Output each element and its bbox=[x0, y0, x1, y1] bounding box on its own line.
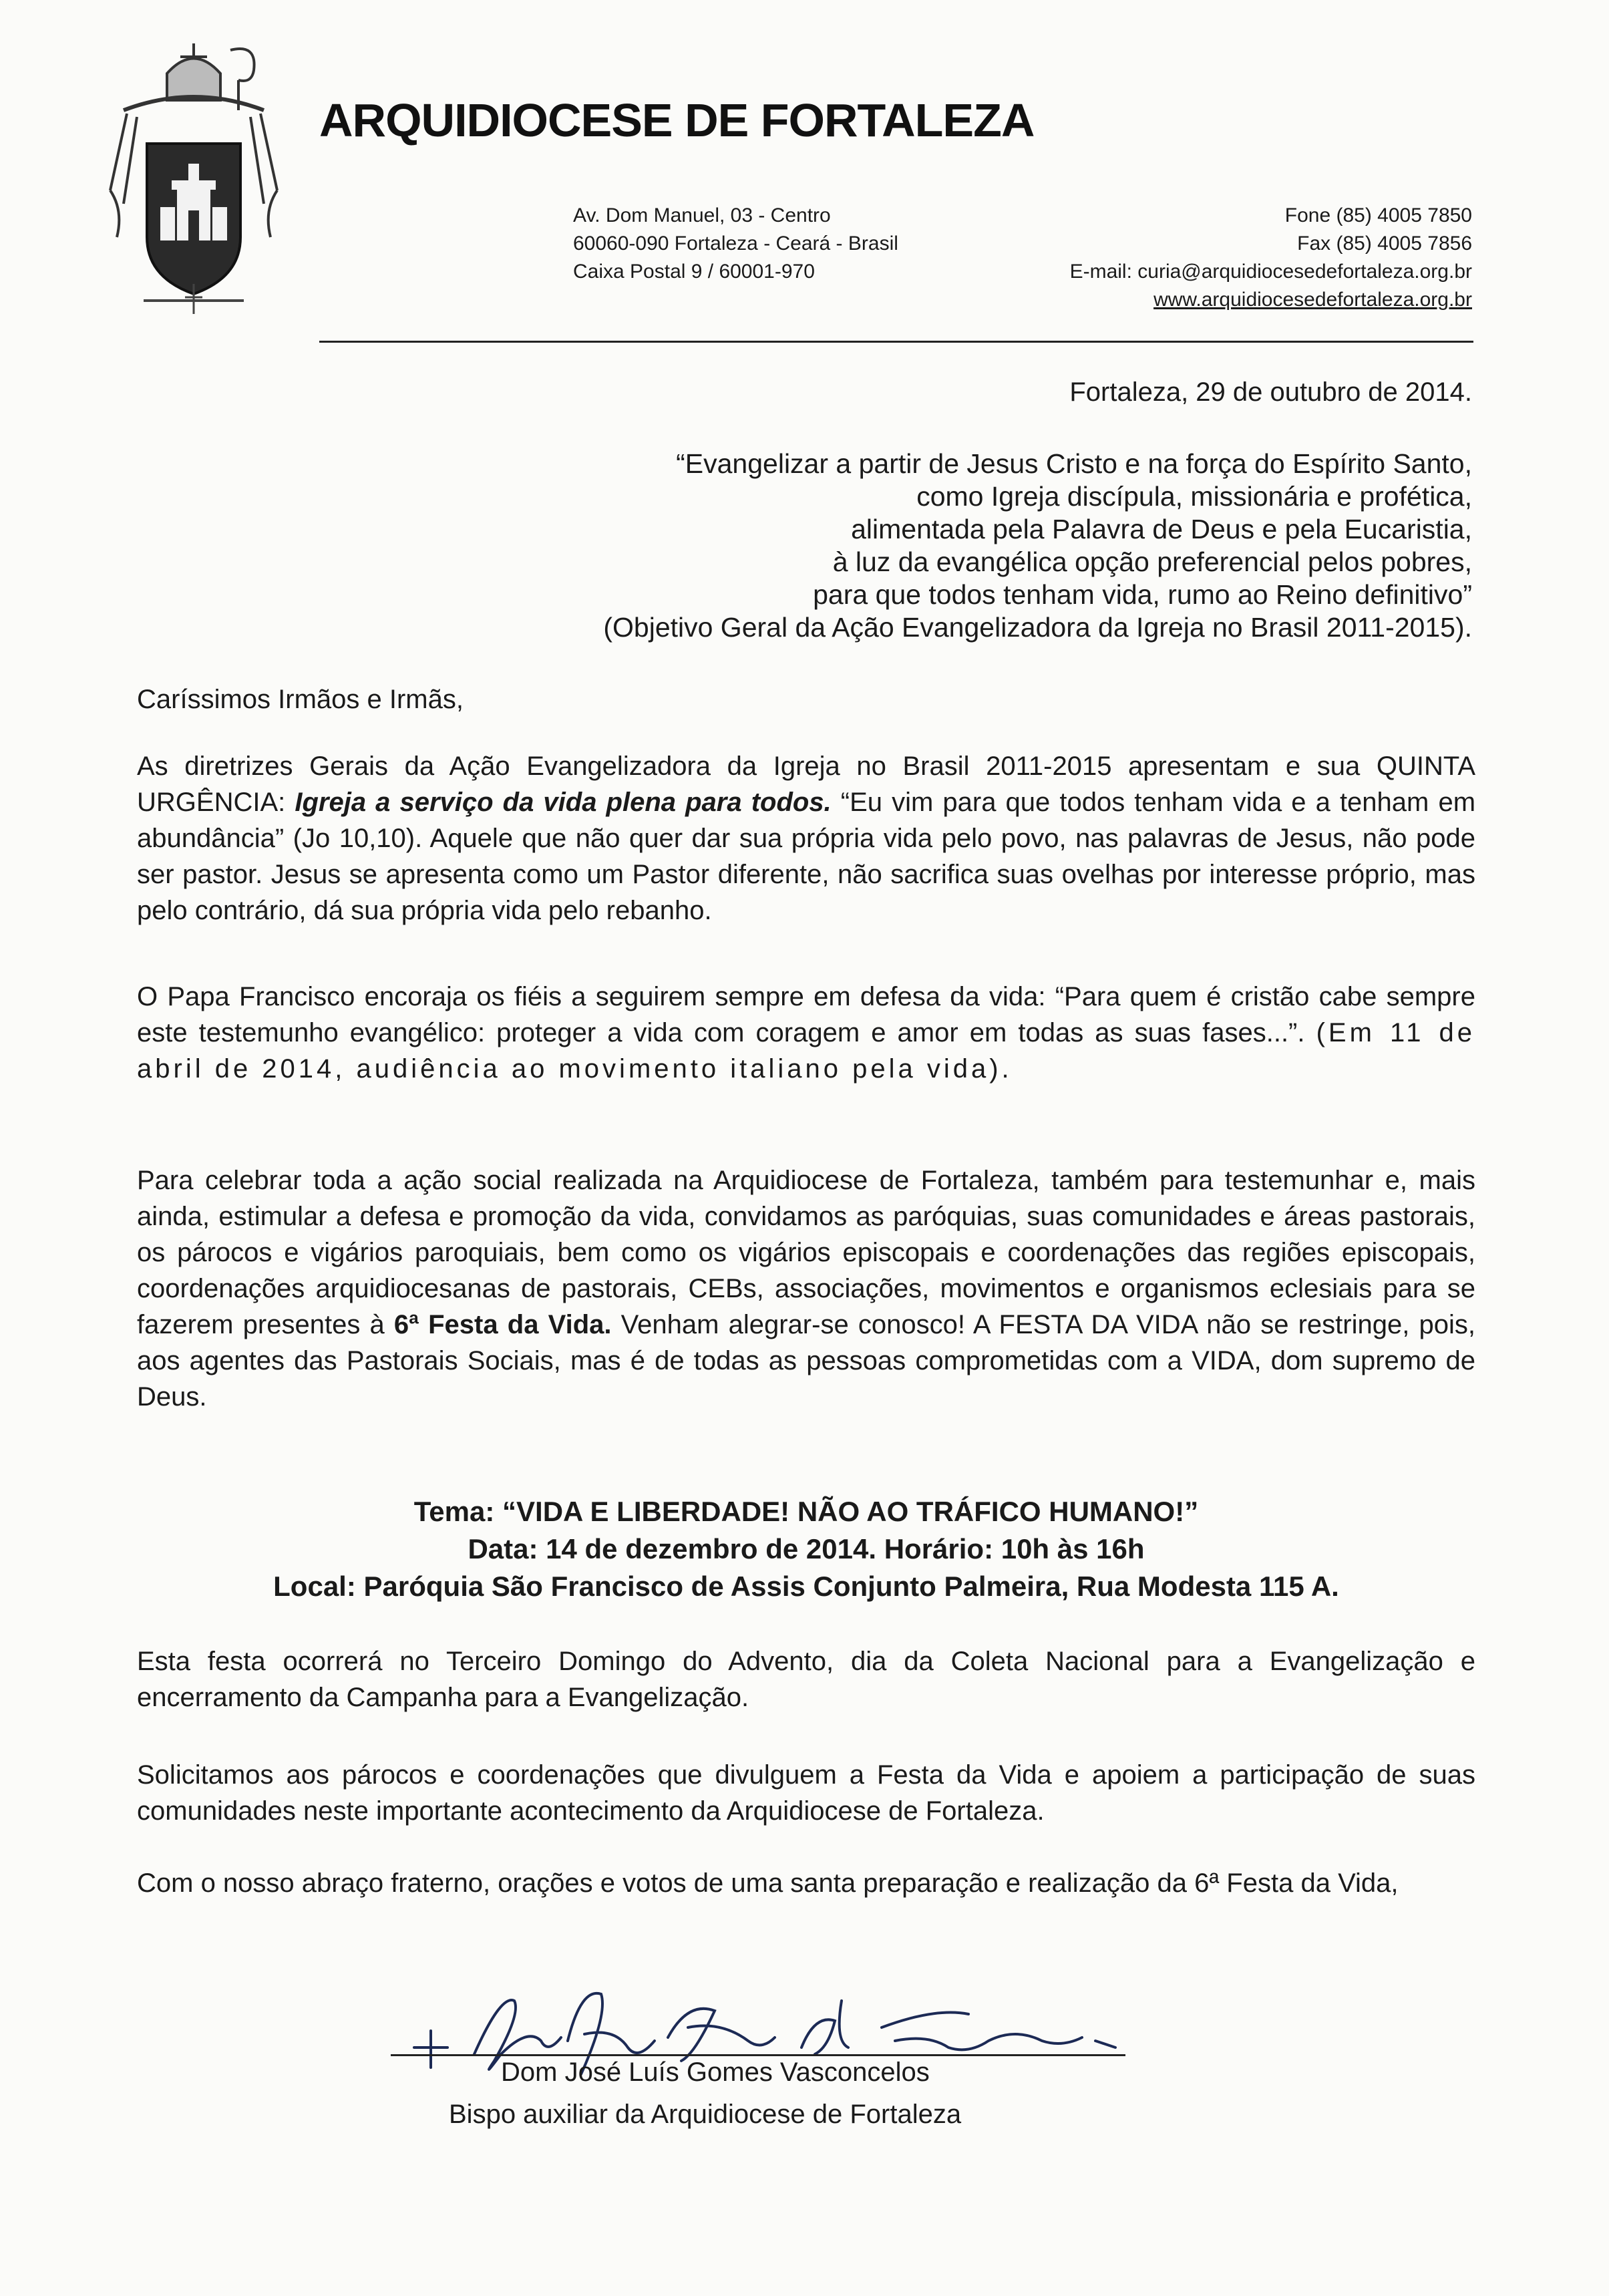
epigraph-line: como Igreja discípula, missionária e profética, bbox=[916, 481, 1472, 512]
greeting: Caríssimos Irmãos e Irmãs, bbox=[137, 685, 464, 714]
contact-block bbox=[1070, 202, 1472, 314]
emphasis-text: Igreja a serviço da vida plena para todos. bbox=[295, 788, 832, 817]
paragraph-text: As diretrizes Gerais da Ação Evangelizadora da Igreja no Brasil 2011-2015 apresentam e sua QUINTA URGÊNCIA: bbox=[137, 752, 1475, 817]
archdiocese-coat-of-arms-icon bbox=[97, 37, 291, 317]
contact-phone: Fone (85) 4005 7850 bbox=[1284, 204, 1472, 226]
epigraph-line: alimentada pela Palavra de Deus e pela Eucaristia, bbox=[851, 514, 1472, 544]
paragraph-invitation bbox=[137, 1162, 1475, 1415]
event-date-time: Data: 14 de dezembro de 2014. Horário: 10h às 16h bbox=[468, 1533, 1145, 1565]
epigraph-line: à luz da evangélica opção preferencial pelos pobres, bbox=[832, 546, 1472, 577]
event-theme: Tema: “VIDA E LIBERDADE! NÃO AO TRÁFICO HUMANO!” bbox=[413, 1496, 1199, 1527]
event-details bbox=[137, 1493, 1475, 1605]
header-divider bbox=[319, 341, 1473, 343]
signature-line bbox=[391, 2054, 1125, 2056]
letter-date: Fortaleza, 29 de outubro de 2014. bbox=[1069, 377, 1472, 407]
paragraph-text: “Eu vim para que todos tenham vida e a tenham em abundância” (Jo 10,10). Aquele que não quer dar sua própria vida pelo povo, nas palavras de Jesus, não pode ser pastor. Jesus se apresenta como um Pastor diferente, não sacrifica suas ovelhas por interesse próprio, mas pelo contrário, dá sua própria vida pelo rebanho. bbox=[137, 788, 1476, 925]
address-postal-box: Caixa Postal 9 / 60001-970 bbox=[573, 261, 815, 283]
citation-text: (Em 11 de abril de 2014, audiência ao movimento italiano pela vida). bbox=[137, 1018, 1476, 1084]
signatory-name: Dom José Luís Gomes Vasconcelos bbox=[501, 2058, 930, 2087]
signatory-title: Bispo auxiliar da Arquidiocese de Fortaleza bbox=[449, 2100, 962, 2129]
contact-fax: Fax (85) 4005 7856 bbox=[1297, 232, 1472, 255]
paragraph-text: Para celebrar toda a ação social realizada na Arquidiocese de Fortaleza, também para testemunhar e, mais ainda, estimular a defesa e promoção da vida, convidamos as paróquias, suas comunidades e áreas pastorais, os párocos e vigários paroquiais, bem como os vigários episcopais e coordenações das regiões episcopais, coordenações arquidiocesanas de pastorais, CEBs, associações, movimentos e organismos eclesiais para se fazerem presentes à bbox=[137, 1166, 1475, 1339]
epigraph-quote bbox=[337, 448, 1472, 644]
paragraph-advent: Esta festa ocorrerá no Terceiro Domingo do Advento, dia da Coleta Nacional para a Evangelização e encerramento da Campanha para a Evangelização. bbox=[137, 1647, 1475, 1712]
organization-name: ARQUIDIOCESE DE FORTALEZA bbox=[319, 94, 1035, 146]
address-street: Av. Dom Manuel, 03 - Centro bbox=[573, 204, 831, 226]
address-block bbox=[573, 202, 898, 286]
address-city: 60060-090 Fortaleza - Ceará - Brasil bbox=[573, 232, 898, 255]
contact-website-link[interactable]: www.arquidiocesedefortaleza.org.br bbox=[1153, 289, 1472, 311]
paragraph-closing: Com o nosso abraço fraterno, orações e votos de uma santa preparação e realização da 6ª Festa da Vida, bbox=[137, 1868, 1399, 1898]
festival-name: 6ª Festa da Vida. bbox=[393, 1310, 612, 1339]
contact-email[interactable]: E-mail: curia@arquidiocesedefortaleza.org.br bbox=[1069, 261, 1472, 283]
epigraph-source: (Objetivo Geral da Ação Evangelizadora da Igreja no Brasil 2011-2015). bbox=[603, 612, 1472, 643]
paragraph-pope bbox=[137, 979, 1475, 1087]
paragraph-request: Solicitamos aos párocos e coordenações que divulguem a Festa da Vida e apoiem a participação de suas comunidades neste importante acontecimento da Arquidiocese de Fortaleza. bbox=[137, 1760, 1475, 1826]
paragraph-text: O Papa Francisco encoraja os fiéis a seguirem sempre em defesa da vida: “Para quem é cristão cabe sempre este testemunho evangélico: proteger a vida com coragem e amor em todas as suas fases...”. bbox=[137, 982, 1475, 1047]
epigraph-line: “Evangelizar a partir de Jesus Cristo e na força do Espírito Santo, bbox=[676, 448, 1472, 479]
epigraph-line: para que todos tenham vida, rumo ao Reino definitivo” bbox=[813, 579, 1472, 610]
paragraph-urgency bbox=[137, 748, 1475, 929]
event-location: Local: Paróquia São Francisco de Assis Conjunto Palmeira, Rua Modesta 115 A. bbox=[273, 1571, 1339, 1602]
paragraph-text: Venham alegrar-se conosco! A FESTA DA VIDA não se restringe, pois, aos agentes das Pastorais Sociais, mas é de todas as pessoas comprometidas com a VIDA, dom supremo de Deus. bbox=[137, 1310, 1475, 1412]
